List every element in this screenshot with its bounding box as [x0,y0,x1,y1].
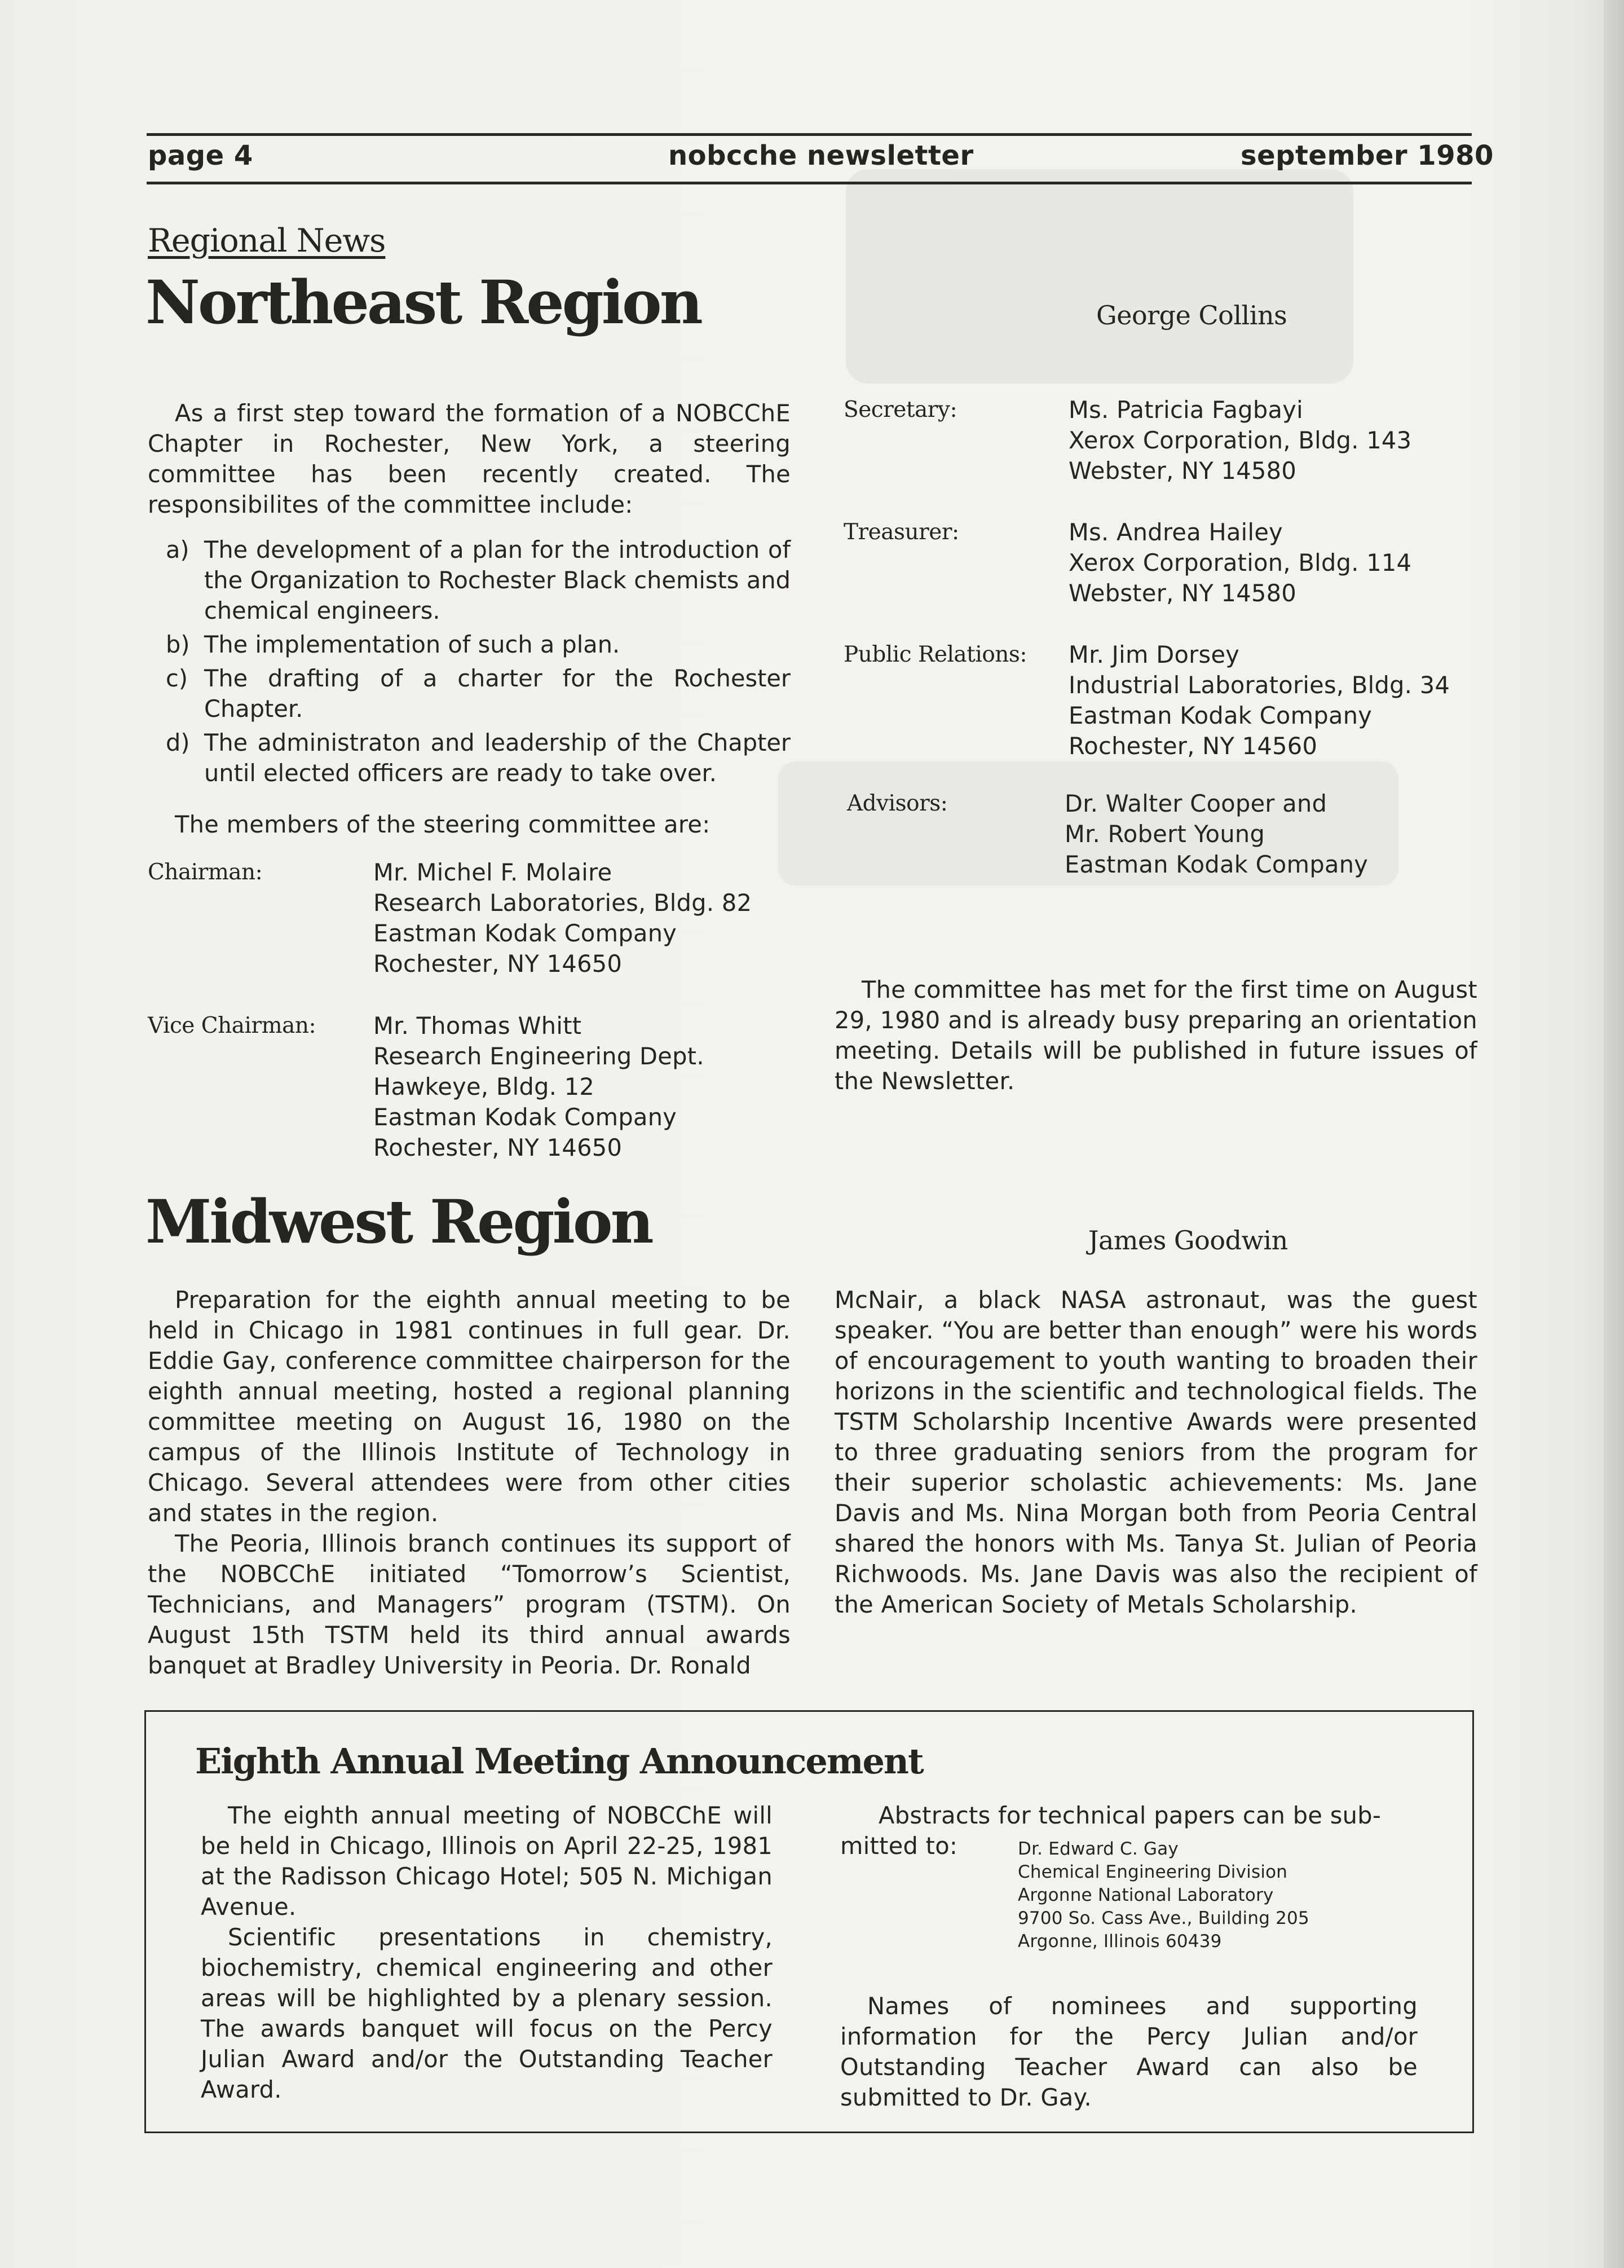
address-line: Argonne National Laboratory [1018,1885,1274,1905]
northeast-intro [148,398,791,520]
section-label: Regional News [148,222,386,259]
announcement-title: Eighth Annual Meeting Announcement [195,1741,923,1782]
midwest-paragraph: McNair, a black NASA astronaut, was the guest speaker. “You are better than enough” were his words of encouragement to youth wanting to broaden their horizons in the scientific and technological fields. The TSTM Scholarship Incentive Awards were presented to three graduating seniors from the program for their superior scholastic achievements: Ms. Jane Davis and Ms. Nina Morgan both from Peoria Central shared the honors with Ms. Tanya St. Julian of Peoria Richwoods. Ms. Jane Davis was also the recipient of the American Society of Metals Scholarship. [835,1286,1477,1618]
list-item-text: The implementation of such a plan. [204,631,620,658]
issue-date: september 1980 [1241,140,1494,171]
list-item [166,535,791,626]
midwest-paragraph: The Peoria, Illinois branch continues its support of the NOBCChE initiated “Tomorrow’s Scientist, Technicians, and Managers” program (TSTM). On August 15th TSTM held its third annual awards banquet at Bradley University in Peoria. Dr. Ronald [148,1530,791,1679]
members-intro: The members of the steering committee are: [175,811,710,838]
northeast-byline: George Collins [1096,300,1287,331]
address-line: Research Engineering Dept. [373,1042,704,1070]
public-relations-label: Public Relations: [844,642,1027,667]
responsibilities-list [166,535,791,792]
address-line: Webster, NY 14580 [1069,457,1297,485]
chairman-info [373,857,752,979]
list-marker: c) [166,664,188,692]
header-rule-bottom [147,182,1472,184]
page-number: page 4 [148,140,253,171]
treasurer-info [1069,517,1411,609]
address-line: Mr. Robert Young [1065,820,1265,848]
address-line: Eastman Kodak Company [1065,851,1369,878]
address-line: 9700 So. Cass Ave., Building 205 [1018,1908,1309,1928]
address-line: Industrial Laboratories, Bldg. 34 [1069,671,1450,699]
advisors-label: Advisors: [847,791,948,816]
midwest-byline: James Goodwin [1088,1225,1288,1256]
address-line: Eastman Kodak Company [1069,702,1373,729]
northeast-closing-text: The committee has met for the first time on August 29, 1980 and is already busy preparing an orientation meeting. Details will be published in future issues of the Newsletter. [835,976,1477,1095]
secretary-label: Secretary: [844,397,957,422]
address-line: Eastman Kodak Company [373,1103,677,1131]
address-line: Webster, NY 14580 [1069,579,1297,607]
abstracts-line-2: mitted to: [840,1832,958,1860]
northeast-intro-text: As a first step toward the formation of a NOBCChE Chapter in Rochester, New York, a steering committee has been recently created. The responsibilites of the committee include: [148,399,791,518]
header-rule-top [147,133,1472,136]
list-item [166,629,791,660]
list-marker: d) [166,729,190,756]
list-item-text: The administraton and leadership of the Chapter until elected officers are ready to take over. [204,729,791,787]
treasurer-label: Treasurer: [844,519,959,545]
list-item-text: The development of a plan for the introduction of the Organization to Rochester Black chemists and chemical engineers. [204,536,791,624]
midwest-left-column [148,1285,791,1681]
address-line: Mr. Thomas Whitt [373,1012,582,1040]
nominees-paragraph [840,1991,1418,2113]
address-line: Argonne, Illinois 60439 [1018,1931,1222,1952]
announcement-paragraph: The eighth annual meeting of NOBCChE will be held in Chicago, Illinois on April 22-25, 1981 at the Radisson Chicago Hotel; 505 N. Michigan Avenue. [201,1802,773,1921]
nominees-text: Names of nominees and supporting information for the Percy Julian and/or Outstanding Teacher Award can also be submitted to Dr. Gay. [840,1992,1418,2111]
address-line: Mr. Jim Dorsey [1069,641,1240,668]
address-line: Hawkeye, Bldg. 12 [373,1073,595,1100]
midwest-right-column [835,1285,1477,1620]
list-marker: a) [166,536,189,563]
address-line: Chemical Engineering Division [1018,1862,1288,1882]
northeast-heading: Northeast Region [145,267,701,337]
announcement-paragraph: Scientific presentations in chemistry, biochemistry, chemical engineering and other areas will be highlighted by a plenary session. The awards banquet will focus on the Percy Julian Award and/or the Outstanding Teacher Award. [201,1923,773,2103]
chairman-label: Chairman: [148,860,263,885]
address-line: Rochester, NY 14650 [373,1134,623,1161]
address-line: Mr. Michel F. Molaire [373,858,612,886]
vice-chairman-label: Vice Chairman: [148,1013,316,1038]
secretary-info [1069,395,1411,486]
newsletter-title: nobcche newsletter [668,140,974,171]
public-relations-info [1069,640,1450,761]
address-line: Rochester, NY 14560 [1069,732,1318,760]
abstracts-line-1: Abstracts for technical papers can be sub- [879,1802,1382,1829]
vice-chairman-info [373,1011,704,1163]
midwest-paragraph: Preparation for the eighth annual meeting to be held in Chicago in 1981 continues in full gear. Dr. Eddie Gay, conference committee chairperson for the eighth annual meeting, hosted a regional planning committee meeting on August 16, 1980 on the campus of the Illinois Institute of Technology in Chicago. Several attendees were from other cities and states in the region. [148,1286,791,1527]
advisors-info [1065,789,1368,880]
address-line: Xerox Corporation, Bldg. 114 [1069,549,1412,576]
address-line: Dr. Edward C. Gay [1018,1839,1179,1859]
address-line: Research Laboratories, Bldg. 82 [373,889,752,917]
announcement-left [201,1800,773,2105]
address-line: Ms. Patricia Fagbayi [1069,396,1303,424]
address-line: Xerox Corporation, Bldg. 143 [1069,426,1412,454]
northeast-closing [835,975,1477,1096]
list-item-text: The drafting of a charter for the Rochester Chapter. [204,664,791,723]
address-line: Dr. Walter Cooper and [1065,790,1327,817]
page-edge [1604,0,1624,2268]
list-item [166,728,791,789]
address-line: Ms. Andrea Hailey [1069,518,1283,546]
midwest-heading: Midwest Region [145,1186,652,1257]
abstracts-address [1018,1838,1309,1953]
address-line: Rochester, NY 14650 [373,950,623,977]
list-item [166,663,791,724]
list-marker: b) [166,631,190,658]
bleed-through-shape [846,169,1353,384]
address-line: Eastman Kodak Company [373,919,677,947]
